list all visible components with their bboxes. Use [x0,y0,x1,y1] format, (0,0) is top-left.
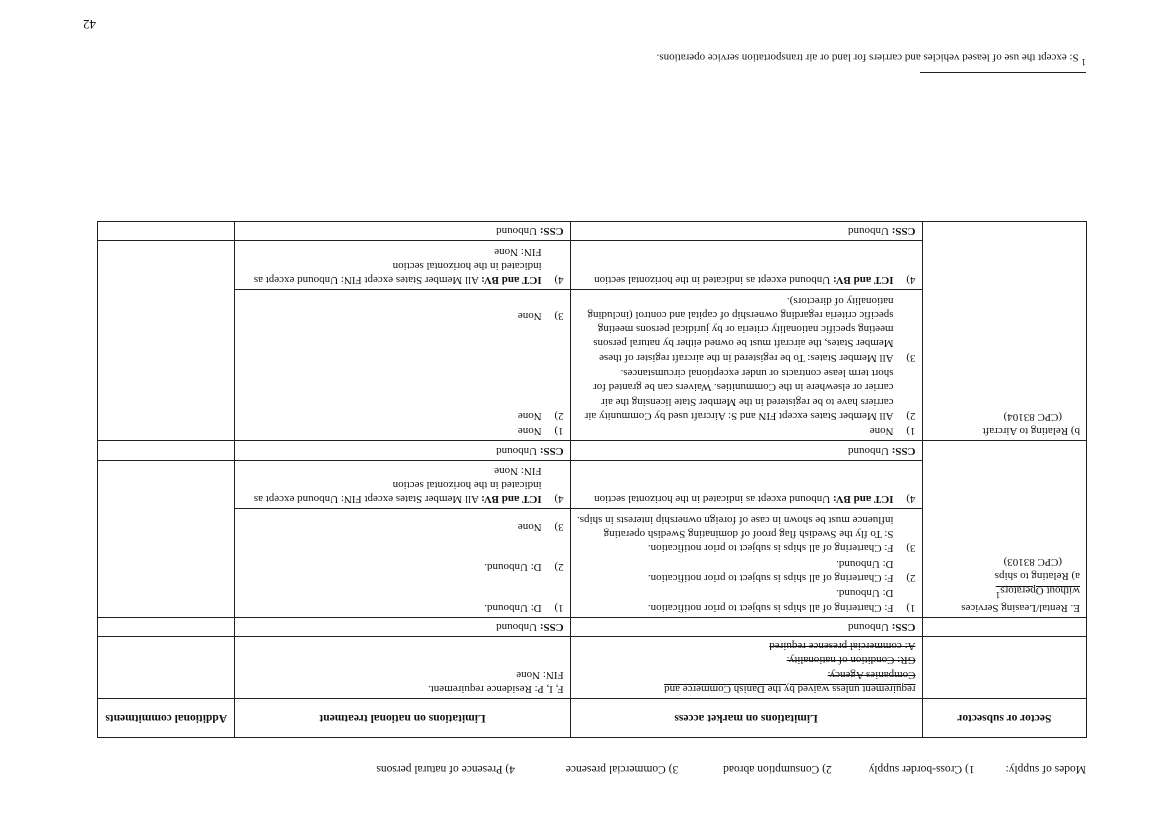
css-unbound: CSS: Unbound [570,222,922,241]
footnote-ref: 1 [995,590,1001,601]
additional-cell [98,460,235,617]
market-cell: 1) F: Chartering of all ships is subject to prior notification. D: Unbound. 2) F: Chartering of all ships is subject to prior notification. D: Unbound. 3) F: Chartering of all ships is subject to prior notification. S: To fly the Swedish flag proof of dominating Swedish operating influence must be shown in case of foreign ownership interests in ships. [570,509,922,617]
mode-3: 3) Commercial presence [565,763,679,775]
table-row [98,290,1087,441]
css-unbound: CSS: Unbound [570,441,922,460]
footnote-rule [920,72,1086,73]
market-cell: 4) ICT and BV: Unbound except as indicated in the horizontal section [570,460,922,509]
mode-4: 4) Presence of natural persons [376,763,515,775]
table-row [98,617,1087,636]
footnote: $^1$ S: except the use of leased vehicles and carriers for land or air transportation service operations. [656,51,1086,67]
modes-of-supply-header [86,763,1086,775]
col-market-access: Limitations on market access [570,699,922,738]
national-cell: F, I, P: Residence requirement. FIN: None [235,636,570,698]
mode-2: 2) Consumption abroad [723,763,832,775]
col-sector: Sector or subsector [922,699,1086,738]
market-cell: 4) ICT and BV: Unbound except as indicated in the horizontal section [570,241,922,290]
national-cell: 4) ICT and BV: All Member States except FIN: Unbound except as indicated in the horizontal section FIN: None [235,241,570,290]
sector-cell-ships: E. Rental/Leasing Services without Operators$^1$ a) Relating to ships (CPC 83103) [922,441,1086,617]
additional-cell [98,241,235,441]
additional-cell [98,636,235,698]
table-header-row [98,699,1087,738]
modes-label: Modes of supply: [1005,763,1086,775]
table-row [98,509,1087,617]
page-number: 42 [83,17,96,32]
css-unbound: CSS: Unbound [570,617,922,636]
national-cell: 1) D: Unbound. 2) D: Unbound. 3) None [235,509,570,617]
css-unbound: CSS: Unbound [235,222,570,241]
sector-cell [922,636,1086,698]
national-cell: 1) None 2) None 3) None [235,290,570,441]
schedule-table [97,221,1087,738]
national-cell: 4) ICT and BV: All Member States except FIN: Unbound except as indicated in the horizontal section FIN: None [235,460,570,509]
market-cell: requirement unless waived by the Danish Commerce and Companies Agency. GR: Condition of nationality. A: commercial presence required [570,636,922,698]
css-unbound: CSS: Unbound [235,617,570,636]
table-row [98,636,1087,698]
market-cell: 1) None 2) All Member States except FIN and S: Aircraft used by Community air carriers have to be registered in the Member State licensing the air carrier or elsewhere in the Communities. Waivers can be granted for short term lease contracts or under exceptional circumstances. 3) All Member States: To be registered in the aircraft register of these Member States, the aircraft must be owned either by natural persons meeting specific nationality criteria or by juridical persons meeting specific criteria regarding ownership of capital and control (including nationality of directors). [570,290,922,441]
css-unbound: CSS: Unbound [235,441,570,460]
col-additional: Additional commitments [98,699,235,738]
mode-1: 1) Cross-border supply [868,763,975,775]
col-national-treatment: Limitations on national treatment [235,699,570,738]
sector-cell-aircraft: b) Relating to Aircraft (CPC 83104) [922,222,1086,441]
